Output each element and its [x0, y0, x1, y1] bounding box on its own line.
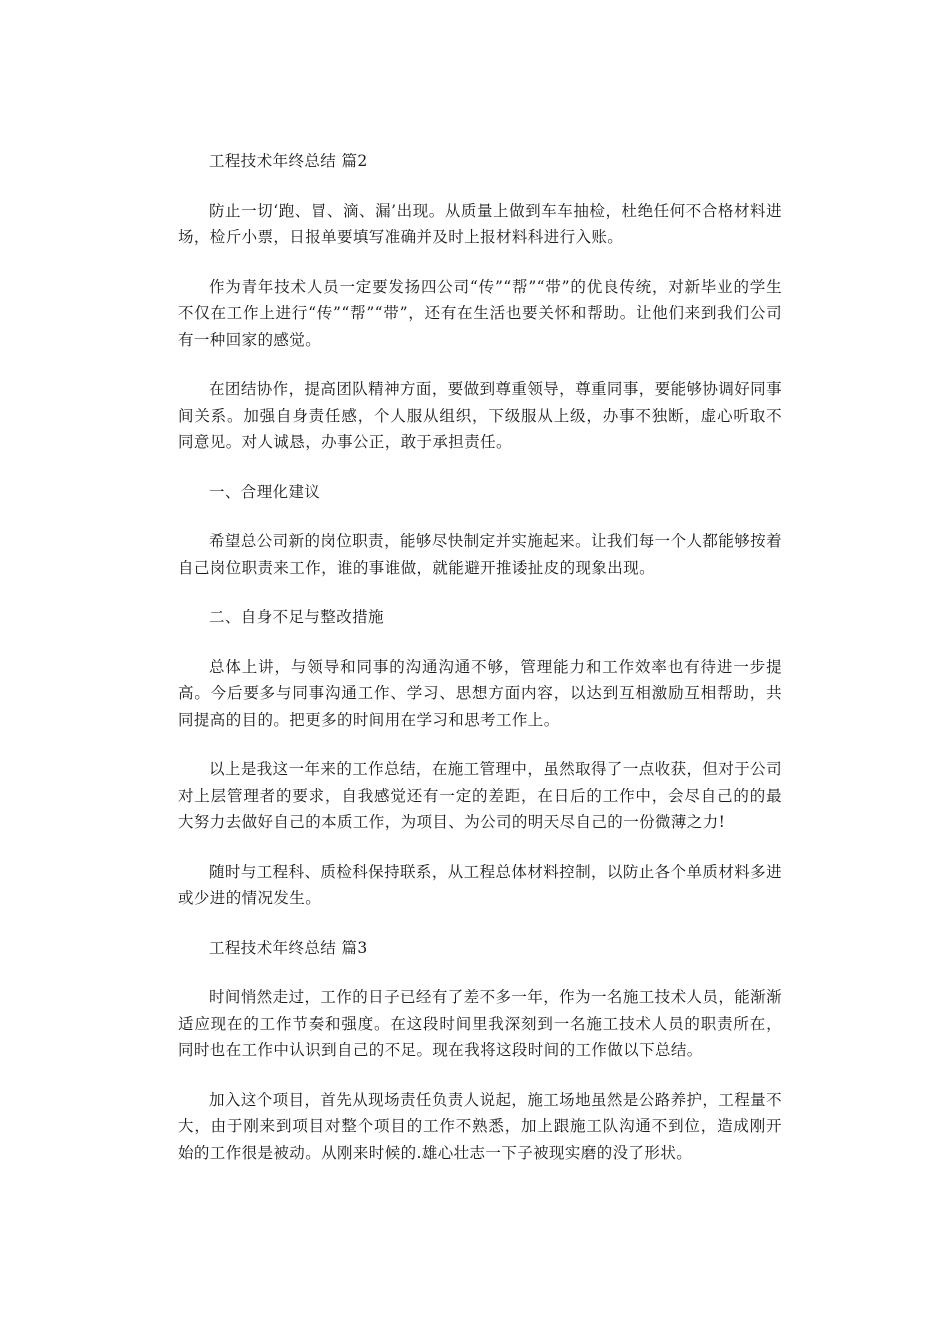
paragraph-time-passes: 时间悄然走过，工作的日子已经有了差不多一年，作为一名施工技术人员，能渐渐适应现在的工作节奏和强度。在这段时间里我深刻到一名施工技术人员的职责所在，同时也在工作中认识到自己的不足。现在我将这段时间的工作做以下总结。: [178, 988, 782, 1059]
section-heading-part3: 工程技术年终总结 篇3: [209, 938, 368, 957]
section-heading-part2: 工程技术年终总结 篇2: [209, 152, 368, 170]
paragraph-job-duties: 希望总公司新的岗位职责，能够尽快制定并实施起来。让我们每一个人都能够按着自己岗位职责来工作，谁的事谁做，就能避开推诿扯皮的现象出现。: [178, 532, 782, 577]
document-body: [178, 148, 782, 1189]
paragraph-liaison: 随时与工程科、质检科保持联系，从工程总体材料控制，以防止各个单质材料多进或少进的情况发生。: [178, 862, 782, 907]
paragraph-communication: 总体上讲，与领导和同事的沟通沟通不够，管理能力和工作效率也有待进一步提高。今后要多与同事沟通工作、学习、思想方面内容，以达到互相激励互相帮助，共同提高的目的。把更多的时间用在学习和思考工作上。: [178, 657, 782, 729]
paragraph-teamwork: 在团结协作，提高团队精神方面，要做到尊重领导，尊重同事，要能够协调好同事间关系。加强自身责任感，个人服从组织，下级服从上级，办事不独断，虚心听取不同意见。对人诚恳，办事公正，敢于承担责任。: [178, 380, 782, 451]
section-heading-suggestions: 一、合理化建议: [209, 482, 321, 501]
paragraph-year-summary: 以上是我这一年来的工作总结，在施工管理中，虽然取得了一点收获，但对于公司对上层管理者的要求，自我感觉还有一定的差距，在日后的工作中，会尽自己的的最大努力去做好自己的本质工作，为项目、为公司的明天尽自己的一份微薄之力!: [178, 760, 782, 831]
paragraph-mentoring: 作为青年技术人员一定要发扬四公司“传”“帮”“带”的优良传统，对新毕业的学生不仅在工作上进行“传”“帮”“带”，还有在生活也要关怀和帮助。让他们来到我们公司有一种回家的感觉。: [178, 277, 782, 349]
paragraph-material-control: 防止一切‘跑、冒、滴、漏’出现。从质量上做到车车抽检，杜绝任何不合格材料进场，检斤小票，日报单要填写准确并及时上报材料科进行入账。: [178, 201, 782, 246]
section-heading-shortcomings: 二、自身不足与整改措施: [209, 608, 384, 626]
paragraph-joining-project: 加入这个项目，首先从现场责任负责人说起，施工场地虽然是公路养护，工程量不大，由于刚来到项目对整个项目的工作不熟悉，加上跟施工队沟通不到位，造成刚开始的工作很是被动。从刚来时候的.雄心壮志一下子被现实磨的没了形状。: [178, 1090, 782, 1162]
